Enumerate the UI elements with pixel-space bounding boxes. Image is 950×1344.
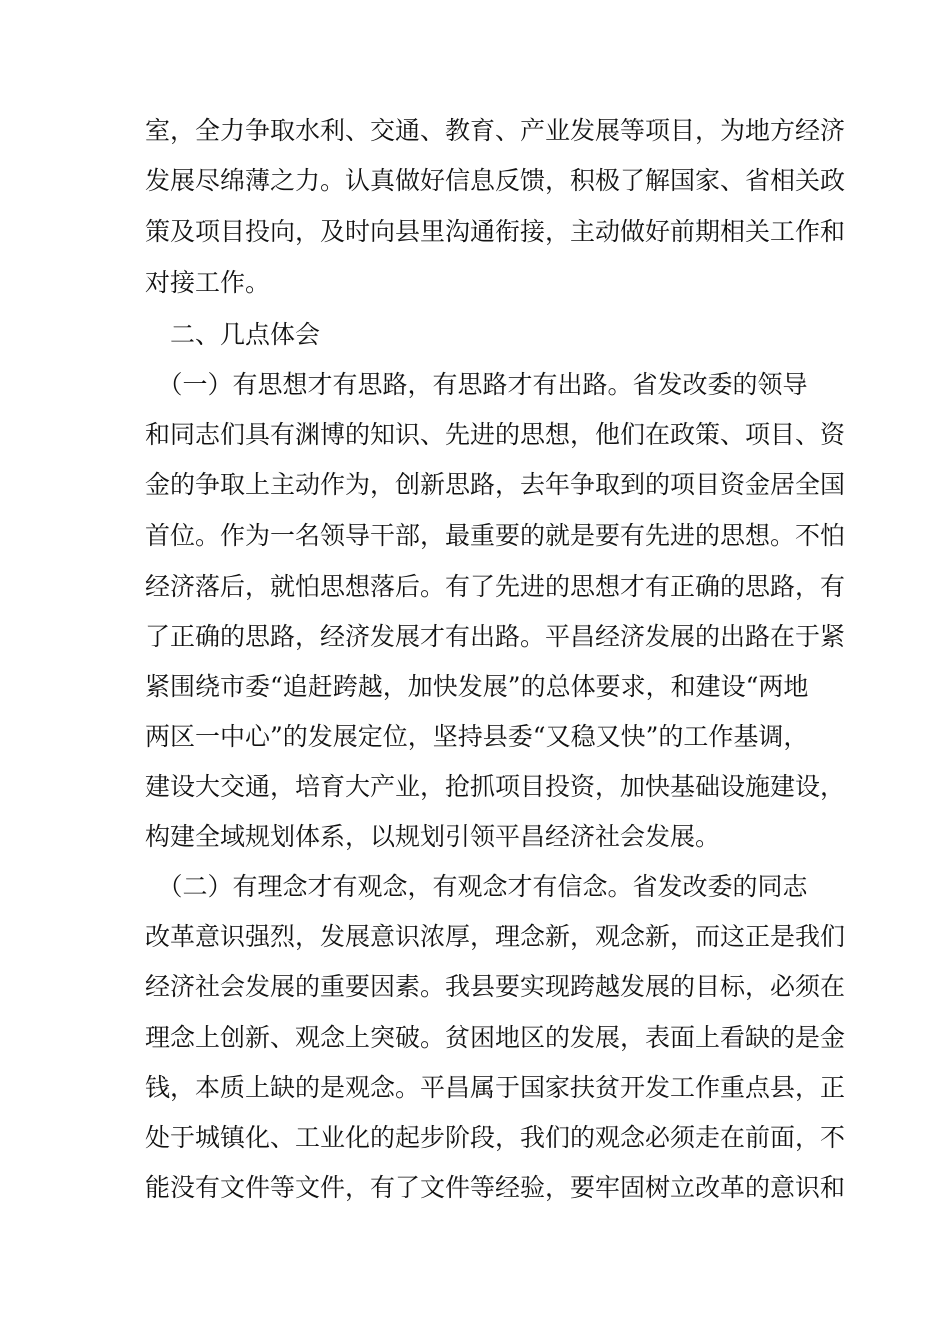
body-text-line: 理念上创新、观念上突破。贫困地区的发展，表面上看缺的是金: [145, 1023, 846, 1052]
body-text-line: 室，全力争取水利、交通、教育、产业发展等项目，为地方经济: [145, 116, 846, 145]
body-text-line: 建设大交通，培育大产业，抢抓项目投资，加快基础设施建设，: [145, 772, 846, 801]
body-text-line: 策及项目投向，及时向县里沟通衔接，主动做好前期相关工作和: [145, 217, 846, 246]
body-text-line: 首位。作为一名领导干部，最重要的就是要有先进的思想。不怕: [145, 521, 846, 550]
body-text-line: 了正确的思路，经济发展才有出路。平昌经济发展的出路在于紧: [145, 622, 846, 651]
body-text-line: 构建全域规划体系，以规划引领平昌经济社会发展。: [145, 822, 721, 851]
section-heading: 二、几点体会: [145, 320, 321, 349]
subsection-heading-line: （一）有思想才有思路，有思路才有出路。省发改委的领导: [145, 370, 808, 399]
body-text-line: 金的争取上主动作为，创新思路，去年争取到的项目资金居全国: [145, 470, 846, 499]
body-text-line: 经济落后，就怕思想落后。有了先进的思想才有正确的思路，有: [145, 572, 846, 601]
body-text-line: 和同志们具有渊博的知识、先进的思想，他们在政策、项目、资: [145, 420, 846, 449]
body-text-line: 发展尽绵薄之力。认真做好信息反馈，积极了解国家、省相关政: [145, 166, 846, 195]
subsection-heading-line: （二）有理念才有观念，有观念才有信念。省发改委的同志: [145, 872, 808, 901]
body-text-line: 处于城镇化、工业化的起步阶段，我们的观念必须走在前面，不: [145, 1123, 846, 1152]
body-text-line: 钱，本质上缺的是观念。平昌属于国家扶贫开发工作重点县，正: [145, 1073, 846, 1102]
body-text-line: 改革意识强烈，发展意识浓厚，理念新，观念新，而这正是我们: [145, 922, 846, 951]
body-text-line: 能没有文件等文件，有了文件等经验，要牢固树立改革的意识和: [145, 1173, 846, 1202]
body-text-line: 对接工作。: [145, 268, 271, 297]
body-text-line: 紧围绕市委“追赶跨越，加快发展”的总体要求，和建设“两地: [145, 672, 809, 701]
body-text-line: 经济社会发展的重要因素。我县要实现跨越发展的目标，必须在: [145, 972, 846, 1001]
body-text-line: 两区一中心”的发展定位，坚持县委“又稳又快”的工作基调，: [145, 722, 809, 751]
